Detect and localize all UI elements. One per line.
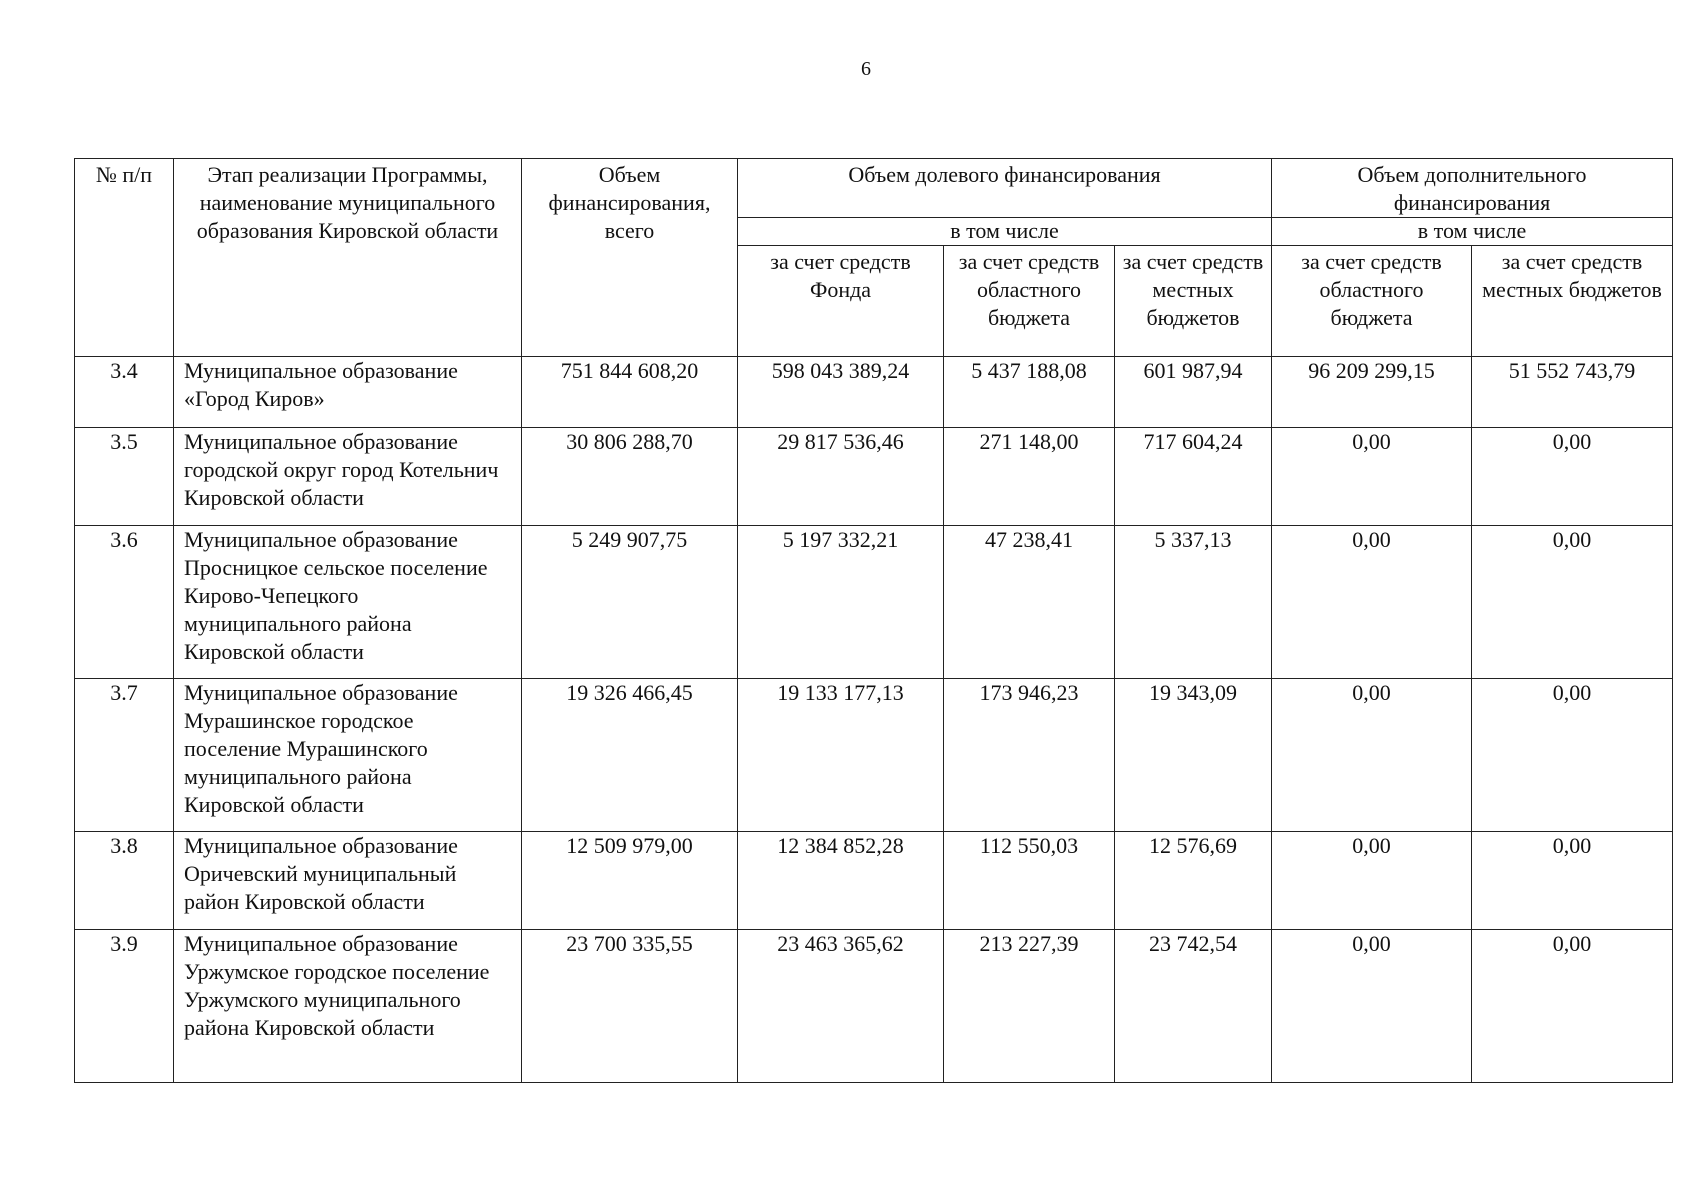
row-fund: 598 043 389,24 bbox=[738, 357, 944, 428]
row-regional: 173 946,23 bbox=[944, 679, 1115, 832]
row-total: 751 844 608,20 bbox=[522, 357, 738, 428]
row-add-local: 0,00 bbox=[1472, 930, 1673, 1083]
row-add-local: 0,00 bbox=[1472, 832, 1673, 930]
row-name: Муниципальное образование Мурашинское городское поселение Мурашинского муниципального района Кировской области bbox=[174, 679, 522, 832]
row-add-regional: 0,00 bbox=[1272, 428, 1472, 526]
row-name: Муниципальное образование Просницкое сельское поселение Кирово-Чепецкого муниципального района Кировской области bbox=[174, 526, 522, 679]
table-row bbox=[75, 832, 1673, 930]
row-fund: 5 197 332,21 bbox=[738, 526, 944, 679]
row-name: Муниципальное образование «Город Киров» bbox=[174, 357, 522, 428]
row-local: 5 337,13 bbox=[1115, 526, 1272, 679]
row-local: 23 742,54 bbox=[1115, 930, 1272, 1083]
row-fund: 12 384 852,28 bbox=[738, 832, 944, 930]
row-fund: 23 463 365,62 bbox=[738, 930, 944, 1083]
row-no: 3.9 bbox=[75, 930, 174, 1083]
header-additional: Объем дополнительного финансирования bbox=[1272, 159, 1673, 218]
row-add-regional: 0,00 bbox=[1272, 930, 1472, 1083]
page-number: 6 bbox=[861, 58, 871, 80]
row-add-local: 0,00 bbox=[1472, 428, 1673, 526]
table-row bbox=[75, 930, 1673, 1083]
header-add-local: за счет средств местных бюджетов bbox=[1472, 246, 1673, 357]
table-row bbox=[75, 428, 1673, 526]
row-no: 3.7 bbox=[75, 679, 174, 832]
row-fund: 29 817 536,46 bbox=[738, 428, 944, 526]
header-including-shared: в том числе bbox=[738, 218, 1272, 246]
row-no: 3.8 bbox=[75, 832, 174, 930]
header-fund: за счет средств Фонда bbox=[738, 246, 944, 357]
row-fund: 19 133 177,13 bbox=[738, 679, 944, 832]
row-name: Муниципальное образование Оричевский муниципальный район Кировской области bbox=[174, 832, 522, 930]
header-including-additional: в том числе bbox=[1272, 218, 1673, 246]
row-no: 3.5 bbox=[75, 428, 174, 526]
header-total: Объем финансирования, всего bbox=[522, 159, 738, 357]
header-regional: за счет средств областного бюджета bbox=[944, 246, 1115, 357]
row-regional: 271 148,00 bbox=[944, 428, 1115, 526]
row-total: 19 326 466,45 bbox=[522, 679, 738, 832]
row-local: 19 343,09 bbox=[1115, 679, 1272, 832]
row-add-regional: 0,00 bbox=[1272, 526, 1472, 679]
header-local: за счет средств местных бюджетов bbox=[1115, 246, 1272, 357]
row-name: Муниципальное образование Уржумское городское поселение Уржумского муниципального района Кировской области bbox=[174, 930, 522, 1083]
header-stage: Этап реализации Программы, наименование муниципального образования Кировской области bbox=[174, 159, 522, 357]
row-total: 12 509 979,00 bbox=[522, 832, 738, 930]
row-add-local: 0,00 bbox=[1472, 679, 1673, 832]
table-row bbox=[75, 679, 1673, 832]
row-add-regional: 96 209 299,15 bbox=[1272, 357, 1472, 428]
row-regional: 112 550,03 bbox=[944, 832, 1115, 930]
row-add-regional: 0,00 bbox=[1272, 679, 1472, 832]
row-total: 5 249 907,75 bbox=[522, 526, 738, 679]
table-row bbox=[75, 526, 1673, 679]
row-total: 30 806 288,70 bbox=[522, 428, 738, 526]
row-add-local: 0,00 bbox=[1472, 526, 1673, 679]
row-regional: 5 437 188,08 bbox=[944, 357, 1115, 428]
row-no: 3.6 bbox=[75, 526, 174, 679]
row-regional: 213 227,39 bbox=[944, 930, 1115, 1083]
row-name: Муниципальное образование городской округ город Котельнич Кировской области bbox=[174, 428, 522, 526]
row-local: 601 987,94 bbox=[1115, 357, 1272, 428]
header-no: № п/п bbox=[75, 159, 174, 357]
header-add-regional: за счет средств областного бюджета bbox=[1272, 246, 1472, 357]
row-local: 12 576,69 bbox=[1115, 832, 1272, 930]
row-total: 23 700 335,55 bbox=[522, 930, 738, 1083]
header-shared: Объем долевого финансирования bbox=[738, 159, 1272, 218]
row-add-regional: 0,00 bbox=[1272, 832, 1472, 930]
table-row bbox=[75, 357, 1673, 428]
row-add-local: 51 552 743,79 bbox=[1472, 357, 1673, 428]
row-regional: 47 238,41 bbox=[944, 526, 1115, 679]
row-no: 3.4 bbox=[75, 357, 174, 428]
financing-table bbox=[74, 158, 1673, 1083]
row-local: 717 604,24 bbox=[1115, 428, 1272, 526]
